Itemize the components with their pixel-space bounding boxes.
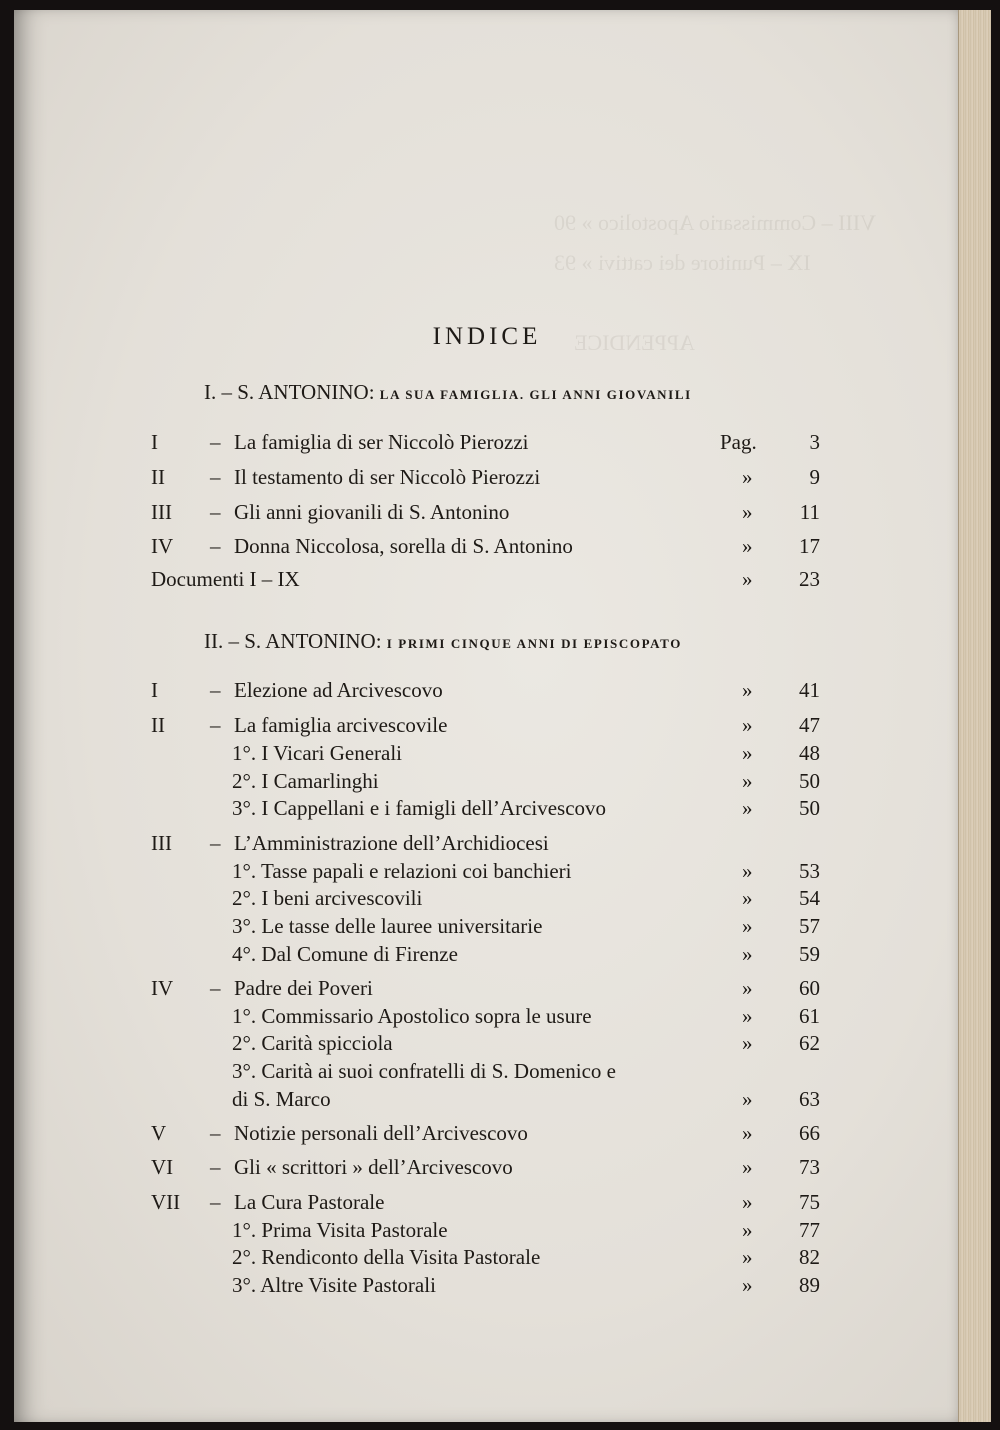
toc-entry-title: 3°. Altre Visite Pastorali [232, 1273, 436, 1297]
toc-entry [14, 796, 960, 826]
toc-entry-ditto-mark: » [742, 796, 753, 820]
toc-entry-ditto-mark: » [742, 1087, 753, 1111]
toc-entry-title: 1°. I Vicari Generali [232, 741, 403, 765]
toc-entry-page-number: 62 [799, 1031, 820, 1055]
toc-entry-ditto-mark: » [742, 741, 753, 765]
toc-entry-title: Il testamento di ser Niccolò Pierozzi [234, 465, 541, 489]
toc-entry-ditto-mark: » [742, 1031, 753, 1055]
toc-entry-ditto-mark: » [742, 1218, 753, 1242]
toc-entry [14, 1004, 960, 1034]
section-heading-subtitle: I PRIMI CINQUE ANNI DI EPISCOPATO [386, 636, 682, 651]
toc-entry-title: Donna Niccolosa, sorella di S. Antonino [234, 534, 573, 558]
toc-entry-title: 2°. I beni arcivescovili [232, 886, 423, 910]
toc-entry [14, 859, 960, 889]
toc-entry [14, 1273, 960, 1303]
toc-entry [14, 831, 960, 861]
toc-entry-dash: – [210, 430, 221, 454]
toc-entry [14, 769, 960, 799]
toc-entry-page-number: 82 [799, 1245, 820, 1269]
toc-entry [14, 1218, 960, 1248]
toc-entry-page-number: 23 [799, 567, 820, 591]
toc-entry-ditto-mark: » [742, 465, 753, 489]
toc-entry-numeral: II [151, 713, 165, 737]
toc-entry-pag-label: Pag. [720, 430, 757, 454]
toc-entry-dash: – [210, 831, 221, 855]
toc-entry [14, 1031, 960, 1061]
toc-entry-numeral: IV [151, 534, 174, 558]
toc-entry-numeral: IV [151, 976, 174, 1000]
toc-entry-dash: – [210, 976, 221, 1000]
toc-entry-page-number: 11 [799, 500, 820, 524]
toc-entry-page-number: 48 [799, 741, 820, 765]
toc-entry-numeral: V [151, 1121, 167, 1145]
toc-entry-numeral: I [151, 678, 158, 702]
toc-entry [14, 1121, 960, 1151]
toc-entry [14, 713, 960, 743]
toc-entry-ditto-mark: » [742, 1121, 753, 1145]
toc-entry-title: 3°. Le tasse delle lauree universitarie [232, 914, 543, 938]
toc-entry-ditto-mark: » [742, 1190, 753, 1214]
toc-entry-page-number: 73 [799, 1155, 820, 1179]
toc-entry-page-number: 66 [799, 1121, 820, 1145]
toc-entry-ditto-mark: » [742, 769, 753, 793]
toc-entry [14, 465, 960, 495]
toc-entry-numeral: II [151, 465, 165, 489]
toc-entry-numeral: III [151, 831, 172, 855]
book-page: VIII – Commissario Apostolico » 90 IX – Punitore dei cattivi » 93 APPENDICE INDICE I. – S. ANTONINO: LA SUA FAMIGLIA. GLI ANNI GIOVANILI II. – S. ANTONINO: I PRIMI CINQUE ANNI DI EPISCOPATO I – La famiglia di ser Niccolò Pierozzi Pag. 3 II – Il testamento di ser Niccolò Pierozzi » 9 III – Gli anni giovanili di S. Antonino » 11 IV – Donna Niccolosa, sorella di S. Antonino » 17 Documenti I – IX » 23 I – Elezione ad Arcivescovo » 41 II – La famiglia arcivescovile » 47 1°. I Vicari Generali » 48 2°. I Camarlinghi » 50 3°. I Cappellani e i famigli dell’Arcivescovo » 50 III – L’Amministrazione dell’Archidiocesi 1°. Tasse papali e relazioni coi banchieri » 53 2°. I beni arcivescovili » 54 3°. Le tasse delle lauree universitarie » 57 4°. Dal Comune di Firenze » 59 IV – Padre dei Poveri » 60 1°. Commissario Apostolico sopra le usure » 61 2°. Carità spicciola » 62 3°. Carità ai suoi confratelli di S. Domenico e di S. Marco » 63 V – Notizie personali dell’Arcivescovo » 66 VI – Gli « scrittori » dell’Arcivescovo » 73 VII – La Cura Pastorale » 75 1°. Prima Visita Pastorale » 77 2°. Rendiconto della Visita Pastorale » 82 3°. Altre Visite Pastorali » 89 [14, 10, 960, 1422]
toc-entry-title: 2°. I Camarlinghi [232, 769, 379, 793]
toc-entry-numeral: III [151, 500, 172, 524]
toc-entry-ditto-mark: » [742, 886, 753, 910]
toc-entry-dash: – [210, 465, 221, 489]
toc-entry-page-number: 77 [799, 1218, 820, 1242]
toc-entry-title: Notizie personali dell’Arcivescovo [234, 1121, 528, 1145]
toc-entry-title: Gli anni giovanili di S. Antonino [234, 500, 510, 524]
toc-entry [14, 1190, 960, 1220]
toc-entry [14, 500, 960, 530]
toc-entry-dash: – [210, 713, 221, 737]
toc-entry [14, 1245, 960, 1275]
toc-entry-ditto-mark: » [742, 942, 753, 966]
toc-entry [14, 942, 960, 972]
toc-entry-title: La Cura Pastorale [234, 1190, 385, 1214]
section-heading-subtitle: LA SUA FAMIGLIA. GLI ANNI GIOVANILI [379, 387, 692, 402]
section-heading-prefix: II. – S. ANTONINO: [204, 629, 382, 653]
toc-entry [14, 976, 960, 1006]
toc-entry-title: Gli « scrittori » dell’Arcivescovo [234, 1155, 513, 1179]
toc-entry-dash: – [210, 500, 221, 524]
toc-entry [14, 430, 960, 460]
toc-entry-title: L’Amministrazione dell’Archidiocesi [234, 831, 549, 855]
toc-entry-page-number: 53 [799, 859, 820, 883]
toc-entry-ditto-mark: » [742, 859, 753, 883]
toc-entry [14, 886, 960, 916]
page-edges [958, 10, 991, 1422]
toc-entry-title: Elezione ad Arcivescovo [234, 678, 443, 702]
toc-entry-page-number: 54 [799, 886, 820, 910]
toc-entry-title: 4°. Dal Comune di Firenze [232, 942, 458, 966]
toc-entry-ditto-mark: » [742, 678, 753, 702]
toc-entry-page-number: 57 [799, 914, 820, 938]
toc-entry [14, 567, 960, 597]
toc-entry-page-number: 63 [799, 1087, 820, 1111]
toc-entry-title: Documenti I – IX [151, 567, 300, 591]
toc-entry-title: 3°. I Cappellani e i famigli dell’Arcivescovo [232, 796, 607, 820]
toc-entry-numeral: VII [151, 1190, 181, 1214]
toc-entry-dash: – [210, 1190, 221, 1214]
toc-entry [14, 678, 960, 708]
toc-entry-ditto-mark: » [742, 567, 753, 591]
toc-entry-title: 3°. Carità ai suoi confratelli di S. Domenico e [232, 1059, 616, 1083]
toc-entry-ditto-mark: » [742, 914, 753, 938]
toc-entry-ditto-mark: » [742, 500, 753, 524]
toc-entry-ditto-mark: » [742, 1004, 753, 1028]
toc-entry-title: 1°. Prima Visita Pastorale [232, 1218, 448, 1242]
toc-entry-ditto-mark: » [742, 1155, 753, 1179]
toc-entry-title: di S. Marco [232, 1087, 331, 1111]
toc-entry-page-number: 89 [799, 1273, 820, 1297]
page-title: INDICE [432, 323, 542, 350]
toc-entry-title: Padre dei Poveri [234, 976, 373, 1000]
toc-entry-ditto-mark: » [742, 713, 753, 737]
section-heading-prefix: I. – S. ANTONINO: [204, 380, 375, 404]
toc-entry [14, 1087, 960, 1117]
toc-entry-title: 1°. Commissario Apostolico sopra le usure [232, 1004, 592, 1028]
toc-entry-dash: – [210, 1121, 221, 1145]
toc-entry-dash: – [210, 534, 221, 558]
toc-entry-page-number: 3 [809, 430, 820, 454]
toc-entry [14, 914, 960, 944]
toc-entry-page-number: 75 [799, 1190, 820, 1214]
toc-entry-numeral: VI [151, 1155, 174, 1179]
toc-entry-ditto-mark: » [742, 1273, 753, 1297]
section-heading-2 [204, 629, 682, 654]
toc-entry [14, 741, 960, 771]
toc-entry-page-number: 60 [799, 976, 820, 1000]
toc-entry-page-number: 41 [799, 678, 820, 702]
toc-entry-page-number: 47 [799, 713, 820, 737]
toc-entry-ditto-mark: » [742, 1245, 753, 1269]
toc-entry-numeral: I [151, 430, 158, 454]
toc-entry-page-number: 9 [809, 465, 820, 489]
toc-entry-page-number: 59 [799, 942, 820, 966]
toc-entry [14, 1155, 960, 1185]
toc-entry-page-number: 61 [799, 1004, 820, 1028]
toc-entry [14, 1059, 960, 1089]
toc-entry-ditto-mark: » [742, 976, 753, 1000]
toc-entry-page-number: 17 [799, 534, 820, 558]
toc-entry-title: La famiglia di ser Niccolò Pierozzi [234, 430, 529, 454]
toc-entry-dash: – [210, 678, 221, 702]
toc-entry-title: La famiglia arcivescovile [234, 713, 448, 737]
toc-entry [14, 534, 960, 564]
toc-entry-dash: – [210, 1155, 221, 1179]
toc-entry-title: 2°. Carità spicciola [232, 1031, 393, 1055]
toc-entry-title: 2°. Rendiconto della Visita Pastorale [232, 1245, 541, 1269]
toc-entry-page-number: 50 [799, 769, 820, 793]
section-heading-1 [204, 380, 692, 405]
toc-entry-page-number: 50 [799, 796, 820, 820]
toc-entry-ditto-mark: » [742, 534, 753, 558]
toc-entry-title: 1°. Tasse papali e relazioni coi banchieri [232, 859, 572, 883]
